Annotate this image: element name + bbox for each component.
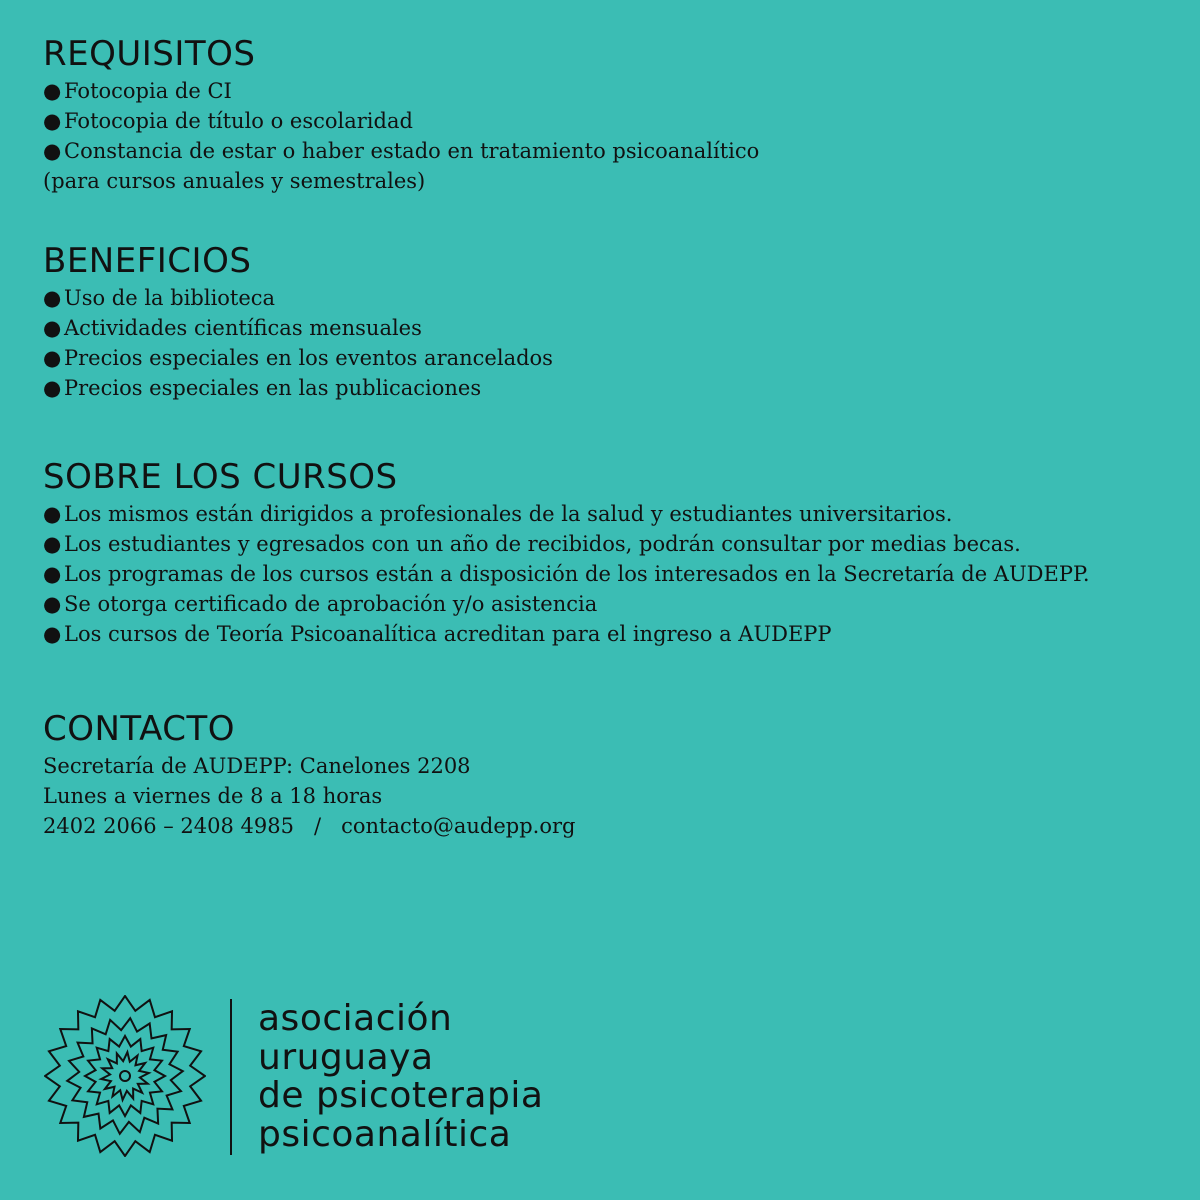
list-item: ● Los estudiantes y egresados con un año de recibidos, podrán consultar por medias becas.: [43, 532, 1021, 556]
org-name-line: asociación: [258, 998, 453, 1039]
list-item: ● Precios especiales en los eventos arancelados: [43, 346, 553, 370]
list-item: ● Actividades científicas mensuales: [43, 316, 422, 340]
list-item: ● Fotocopia de título o escolaridad: [43, 109, 413, 133]
requisitos-section: [43, 36, 759, 196]
list-item: ● Se otorga certificado de aprobación y/o asistencia: [43, 592, 598, 616]
beneficios-heading: BENEFICIOS: [43, 241, 252, 281]
logo-ring: [101, 1052, 149, 1100]
org-name-line: psicoanalítica: [258, 1113, 512, 1155]
contact-separator: /: [314, 814, 322, 838]
contacto-section: [43, 711, 575, 841]
contact-phones: 2402 2066 – 2408 4985: [43, 814, 294, 838]
logo-ring: [85, 1036, 165, 1116]
beneficios-section: [43, 243, 553, 403]
contact-hours: Lunes a viernes de 8 a 18 horas: [43, 784, 383, 808]
org-name-line: uruguaya: [258, 1036, 434, 1078]
org-name-line: de psicoterapia: [258, 1075, 544, 1116]
list-item: ● Los mismos están dirigidos a profesionales de la salud y estudiantes universitarios.: [43, 502, 953, 526]
contact-line: [43, 811, 575, 841]
organization-name: [258, 1000, 543, 1154]
sunburst-logo-icon: [44, 995, 206, 1157]
list-item: ● Uso de la biblioteca: [43, 286, 276, 310]
list-item: ● Los cursos de Teoría Psicoanalítica acreditan para el ingreso a AUDEPP: [43, 622, 832, 646]
requisitos-heading: REQUISITOS: [43, 34, 256, 74]
cursos-heading: SOBRE LOS CURSOS: [43, 457, 398, 497]
cursos-section: [43, 459, 1090, 649]
list-item: ● Fotocopia de CI: [43, 79, 232, 103]
requisitos-note: (para cursos anuales y semestrales): [43, 169, 426, 193]
contacto-heading: CONTACTO: [43, 709, 235, 749]
logo-ring: [45, 996, 205, 1156]
contact-address: Secretaría de AUDEPP: Canelones 2208: [43, 754, 471, 778]
list-item: ● Precios especiales en las publicaciones: [43, 376, 482, 400]
contact-email[interactable]: contacto@audepp.org: [341, 814, 576, 838]
logo-divider: [230, 999, 232, 1155]
list-item: ● Constancia de estar o haber estado en tratamiento psicoanalítico: [43, 139, 760, 163]
list-item: ● Los programas de los cursos están a disposición de los interesados en la Secretaría de AUDEPP.: [43, 562, 1090, 586]
